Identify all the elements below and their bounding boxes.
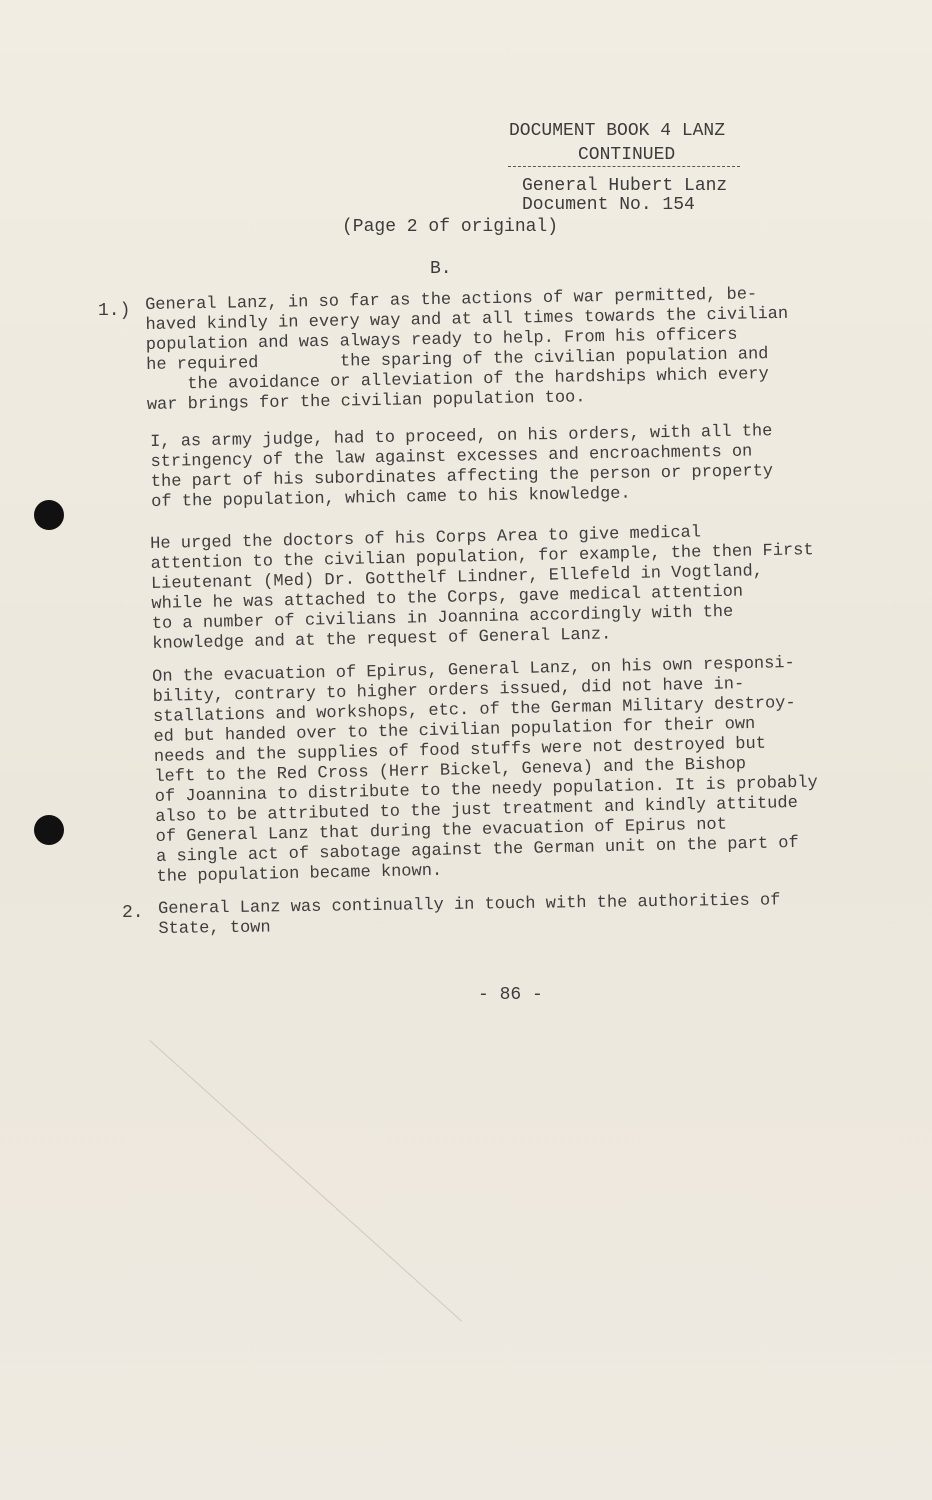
page-number: - 86 - <box>478 985 543 1005</box>
section-1-paragraph-1: General Lanz, in so far as the actions of war permitted, be- haved kindly in every way and at all times towards the civilian population and was always ready to help. From his officers he required the sparing of the civilian population and the avoidance or alleviation of the hardships which every war brings for the civilian population too. <box>145 285 789 415</box>
general-name: General Hubert Lanz <box>522 176 728 196</box>
section-1-number: 1.) <box>98 301 131 321</box>
document-number: Document No. 154 <box>522 195 695 215</box>
section-1-paragraph-4: On the evacuation of Epirus, General Lanz, on his own responsi- bility, contrary to higher orders issued, did not have in- stallations and workshops, etc. of the German Military destroy- ed but handed over to the civilian population for their own needs and the supplies of food stuffs were not destroyed but left to the Red Cross (Herr Bickel, Geneva) and the Bishop of Joannina to distribute to the needy population. It is probably also to be attributed to the just treatment and kindly attitude of General Lanz that during the evacuation of Epirus not a single act of sabotage against the German unit on the part of the population became known. <box>152 653 818 887</box>
binder-hole-bottom <box>34 815 64 845</box>
page-of-original: (Page 2 of original) <box>342 217 559 237</box>
section-letter: B. <box>430 259 452 279</box>
binder-hole-top <box>34 500 64 530</box>
paper-crease <box>149 1040 462 1322</box>
section-2-number: 2. <box>122 903 144 923</box>
section-2-paragraph-1: General Lanz was continually in touch with the authorities of State, town <box>158 891 781 939</box>
document-book-heading: DOCUMENT BOOK 4 LANZ <box>509 121 726 141</box>
continued-heading: CONTINUED <box>578 145 676 165</box>
section-1-paragraph-2: I, as army judge, had to proceed, on his orders, with all the stringency of the law against excesses and encroachments on the part of his subordinates affecting the person or property of the population, which came to his knowledge. <box>150 422 774 512</box>
header-underline <box>508 166 740 167</box>
section-1-paragraph-3: He urged the doctors of his Corps Area to give medical attention to the civilian population, for example, the then First Lieutenant (Med) Dr. Gotthelf Lindner, Ellefeld in Vogtland, while he was attached to the Corps, gave medical attention to a number of civilians in Joannina accordingly with the knowledge and at the request of General Lanz. <box>150 523 814 654</box>
